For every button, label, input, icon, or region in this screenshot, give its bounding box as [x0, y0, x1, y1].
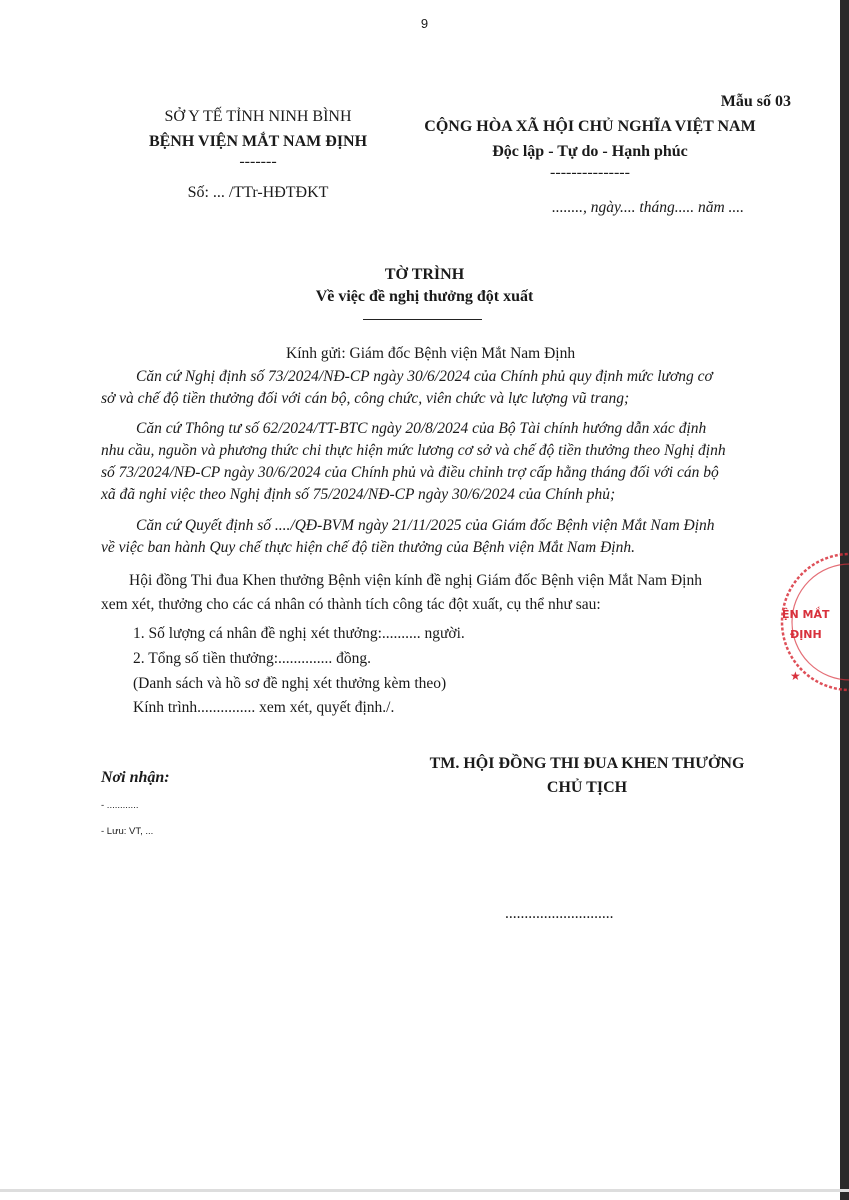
- basis-2-line-1: Căn cứ Thông tư số 62/2024/TT-BTC ngày 20/8/2024 của Bộ Tài chính hướng dẫn xác định: [136, 420, 707, 437]
- organization-name: BỆNH VIỆN MẮT NAM ĐỊNH: [148, 133, 368, 150]
- signer-name-placeholder: ............................: [505, 905, 614, 922]
- document-type: TỜ TRÌNH: [384, 266, 465, 283]
- national-title: CỘNG HÒA XÃ HỘI CHỦ NGHĨA VIỆT NAM: [424, 118, 756, 135]
- attachment-note: (Danh sách và hồ sơ đề nghị xét thưởng kèm theo): [133, 675, 447, 692]
- item-2: 2. Tổng số tiền thưởng:.............. đồng.: [133, 650, 372, 667]
- basis-2-line-2: nhu cầu, nguồn và phương thức chi thực hiện mức lương cơ sở và chế độ tiền thưởng theo Nghị định: [101, 442, 726, 459]
- title-underline: [363, 319, 482, 320]
- recipient-line: Kính gửi: Giám đốc Bệnh viện Mắt Nam Định: [286, 345, 576, 362]
- basis-2-line-4: xã đã nghỉ việc theo Nghị định số 75/2024/NĐ-CP ngày 30/6/2024 của Chính phủ;: [101, 486, 616, 503]
- red-seal-stamp: [760, 550, 849, 700]
- document-number: Số: ... /TTr-HĐTĐKT: [187, 184, 329, 201]
- basis-2-line-3: số 73/2024/NĐ-CP ngày 30/6/2024 của Chính phủ và điều chỉnh trợ cấp hằng tháng đối với cán bộ: [101, 464, 719, 481]
- place-date: ........, ngày.... tháng..... năm ....: [552, 199, 745, 216]
- stamp-text-2: ĐỊNH: [790, 628, 822, 641]
- basis-1-line-2: sở và chế độ tiền thưởng đối với cán bộ, công chức, viên chức và lực lượng vũ trang;: [101, 390, 630, 407]
- national-motto: Độc lập - Tự do - Hạnh phúc: [492, 143, 688, 160]
- signature-title: CHỦ TỊCH: [546, 779, 628, 796]
- stamp-star-icon: ★: [790, 669, 801, 683]
- motto-separator: ---------------: [550, 164, 630, 181]
- parent-organization: SỞ Y TẾ TỈNH NINH BÌNH: [164, 108, 352, 125]
- recipients-item-1: - ............: [101, 800, 139, 811]
- recipients-item-2: - Lưu: VT, ...: [101, 826, 154, 837]
- item-1: 1. Số lượng cá nhân đề nghị xét thưởng:.......... người.: [133, 625, 465, 642]
- proposal-line-1: Hội đồng Thi đua Khen thưởng Bệnh viện kính đề nghị Giám đốc Bệnh viện Mắt Nam Định: [129, 572, 702, 589]
- organization-separator: -------: [239, 153, 277, 170]
- signature-body: TM. HỘI ĐỒNG THI ĐUA KHEN THƯỞNG: [429, 755, 745, 772]
- form-number: Mẫu số 03: [720, 93, 791, 110]
- basis-3-line-1: Căn cứ Quyết định số ..../QĐ-BVM ngày 21/11/2025 của Giám đốc Bệnh viện Mắt Nam Định: [136, 517, 715, 534]
- stamp-text-1: ỆN MẮT: [782, 608, 830, 621]
- page-number: 9: [420, 16, 429, 31]
- scan-bottom-edge: [0, 1189, 849, 1192]
- document-subject: Về việc đề nghị thưởng đột xuất: [315, 288, 534, 305]
- proposal-line-2: xem xét, thưởng cho các cá nhân có thành tích công tác đột xuất, cụ thể như sau:: [101, 596, 601, 613]
- closing-line: Kính trình............... xem xét, quyết định./.: [133, 699, 395, 716]
- basis-1-line-1: Căn cứ Nghị định số 73/2024/NĐ-CP ngày 30/6/2024 của Chính phủ quy định mức lương cơ: [136, 368, 713, 385]
- basis-3-line-2: về việc ban hành Quy chế thực hiện chế độ tiền thưởng của Bệnh viện Mắt Nam Định.: [101, 539, 635, 556]
- recipients-heading: Nơi nhận:: [101, 769, 170, 786]
